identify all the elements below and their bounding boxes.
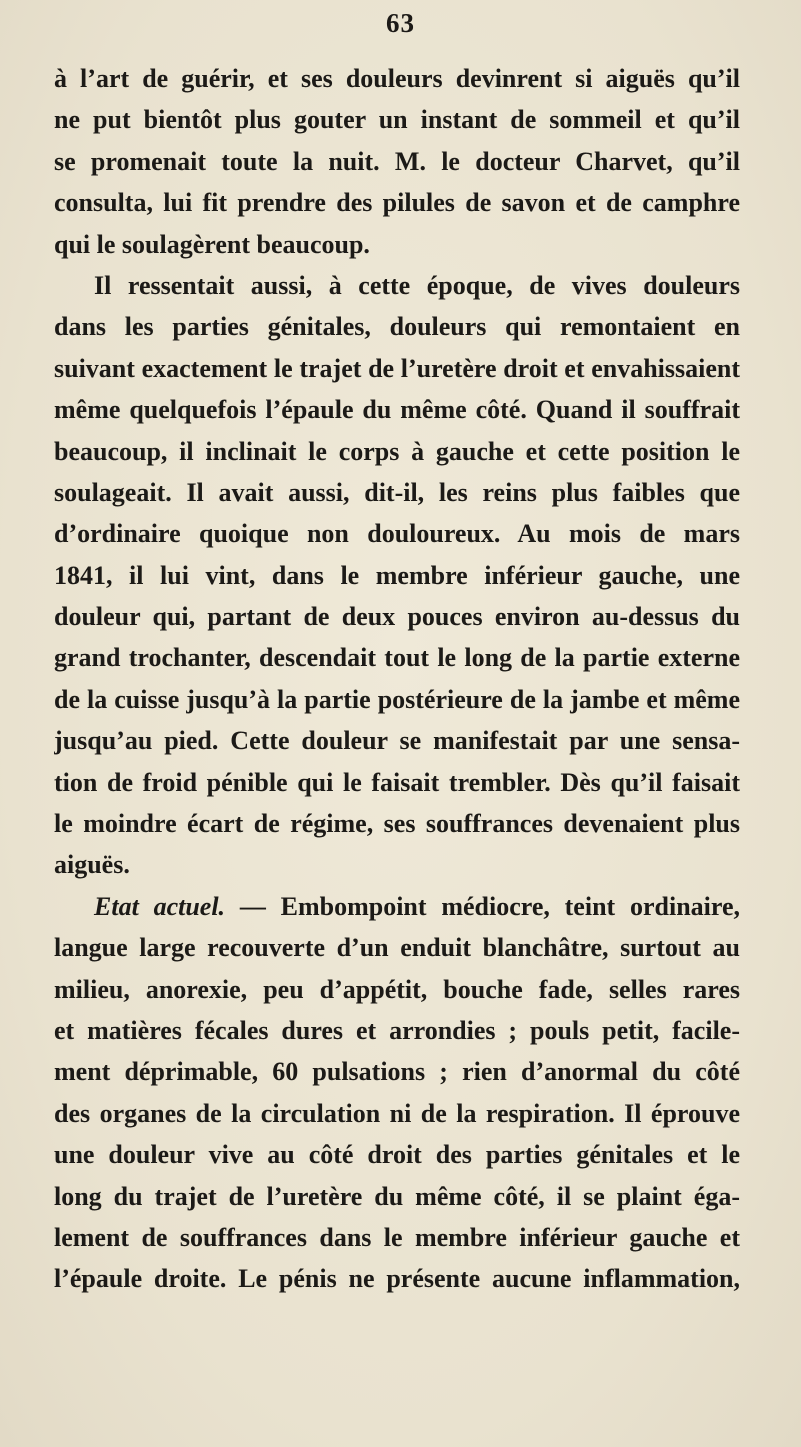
text-line: grand trochanter, descendait tout le long de la partie externe bbox=[54, 643, 740, 673]
body-text bbox=[54, 58, 740, 1300]
text-line: à l’art de guérir, et ses douleurs devinrent si aiguës qu’il bbox=[54, 64, 740, 93]
text-line: 1841, il lui vint, dans le membre inférieur gauche, une bbox=[54, 560, 740, 590]
text-line bbox=[54, 886, 740, 927]
text-line: long du trajet de l’uretère du même côté, il se plaint éga- bbox=[54, 1181, 740, 1211]
text-line: ne put bientôt plus gouter un instant de sommeil et qu’il bbox=[54, 105, 740, 135]
text-line: lement de souffrances dans le membre inférieur gauche et bbox=[54, 1222, 740, 1252]
text-line: se promenait toute la nuit. M. le docteur Charvet, qu’il bbox=[54, 146, 740, 176]
text-line: dans les parties génitales, douleurs qui remontaient en bbox=[54, 312, 740, 342]
page-number: 63 bbox=[386, 8, 415, 38]
text-line: langue large recouverte d’un enduit blanchâtre, surtout au bbox=[54, 933, 740, 963]
text-line: une douleur vive au côté droit des parties génitales et le bbox=[54, 1140, 740, 1170]
text-line: suivant exactement le trajet de l’uretère droit et envahissaient bbox=[54, 353, 740, 383]
text-line: jusqu’au pied. Cette douleur se manifestait par une sensa- bbox=[54, 726, 740, 756]
text-line: et matières fécales dures et arrondies ; pouls petit, facile- bbox=[54, 1015, 740, 1045]
text-line: même quelquefois l’épaule du même côté. Quand il souffrait bbox=[54, 395, 740, 425]
text-line: ment déprimable, 60 pulsations ; rien d’anormal du côté bbox=[54, 1057, 740, 1087]
text-line: Il ressentait aussi, à cette époque, de vives douleurs bbox=[94, 270, 740, 300]
text-line: milieu, anorexie, peu d’appétit, bouche fade, selles rares bbox=[54, 974, 740, 1004]
text-line: l’épaule droite. Le pénis ne présente aucune inflammation, bbox=[54, 1264, 740, 1294]
text-line: beaucoup, il inclinait le corps à gauche et cette position le bbox=[54, 436, 740, 466]
section-heading: Etat actuel. bbox=[94, 891, 226, 921]
text-line: de la cuisse jusqu’à la partie postérieure de la jambe et même bbox=[54, 684, 740, 714]
text-line: consulta, lui fit prendre des pilules de savon et de camphre bbox=[54, 188, 740, 218]
text-line: soulageait. Il avait aussi, dit-il, les reins plus faibles que bbox=[54, 477, 740, 507]
text-line: douleur qui, partant de deux pouces environ au-dessus du bbox=[54, 602, 740, 632]
text-line: aiguës. bbox=[54, 850, 130, 880]
text-line: le moindre écart de régime, ses souffrances devenaient plus bbox=[54, 809, 740, 839]
text-line: des organes de la circulation ni de la respiration. Il éprouve bbox=[54, 1098, 740, 1128]
text-line: tion de froid pénible qui le faisait trembler. Dès qu’il faisait bbox=[54, 767, 740, 797]
text-line-continuation: — Embompoint médiocre, teint ordinaire, bbox=[225, 891, 740, 921]
text-line: qui le soulagèrent beaucoup. bbox=[54, 229, 370, 259]
text-line: d’ordinaire quoique non douloureux. Au mois de mars bbox=[54, 519, 740, 549]
